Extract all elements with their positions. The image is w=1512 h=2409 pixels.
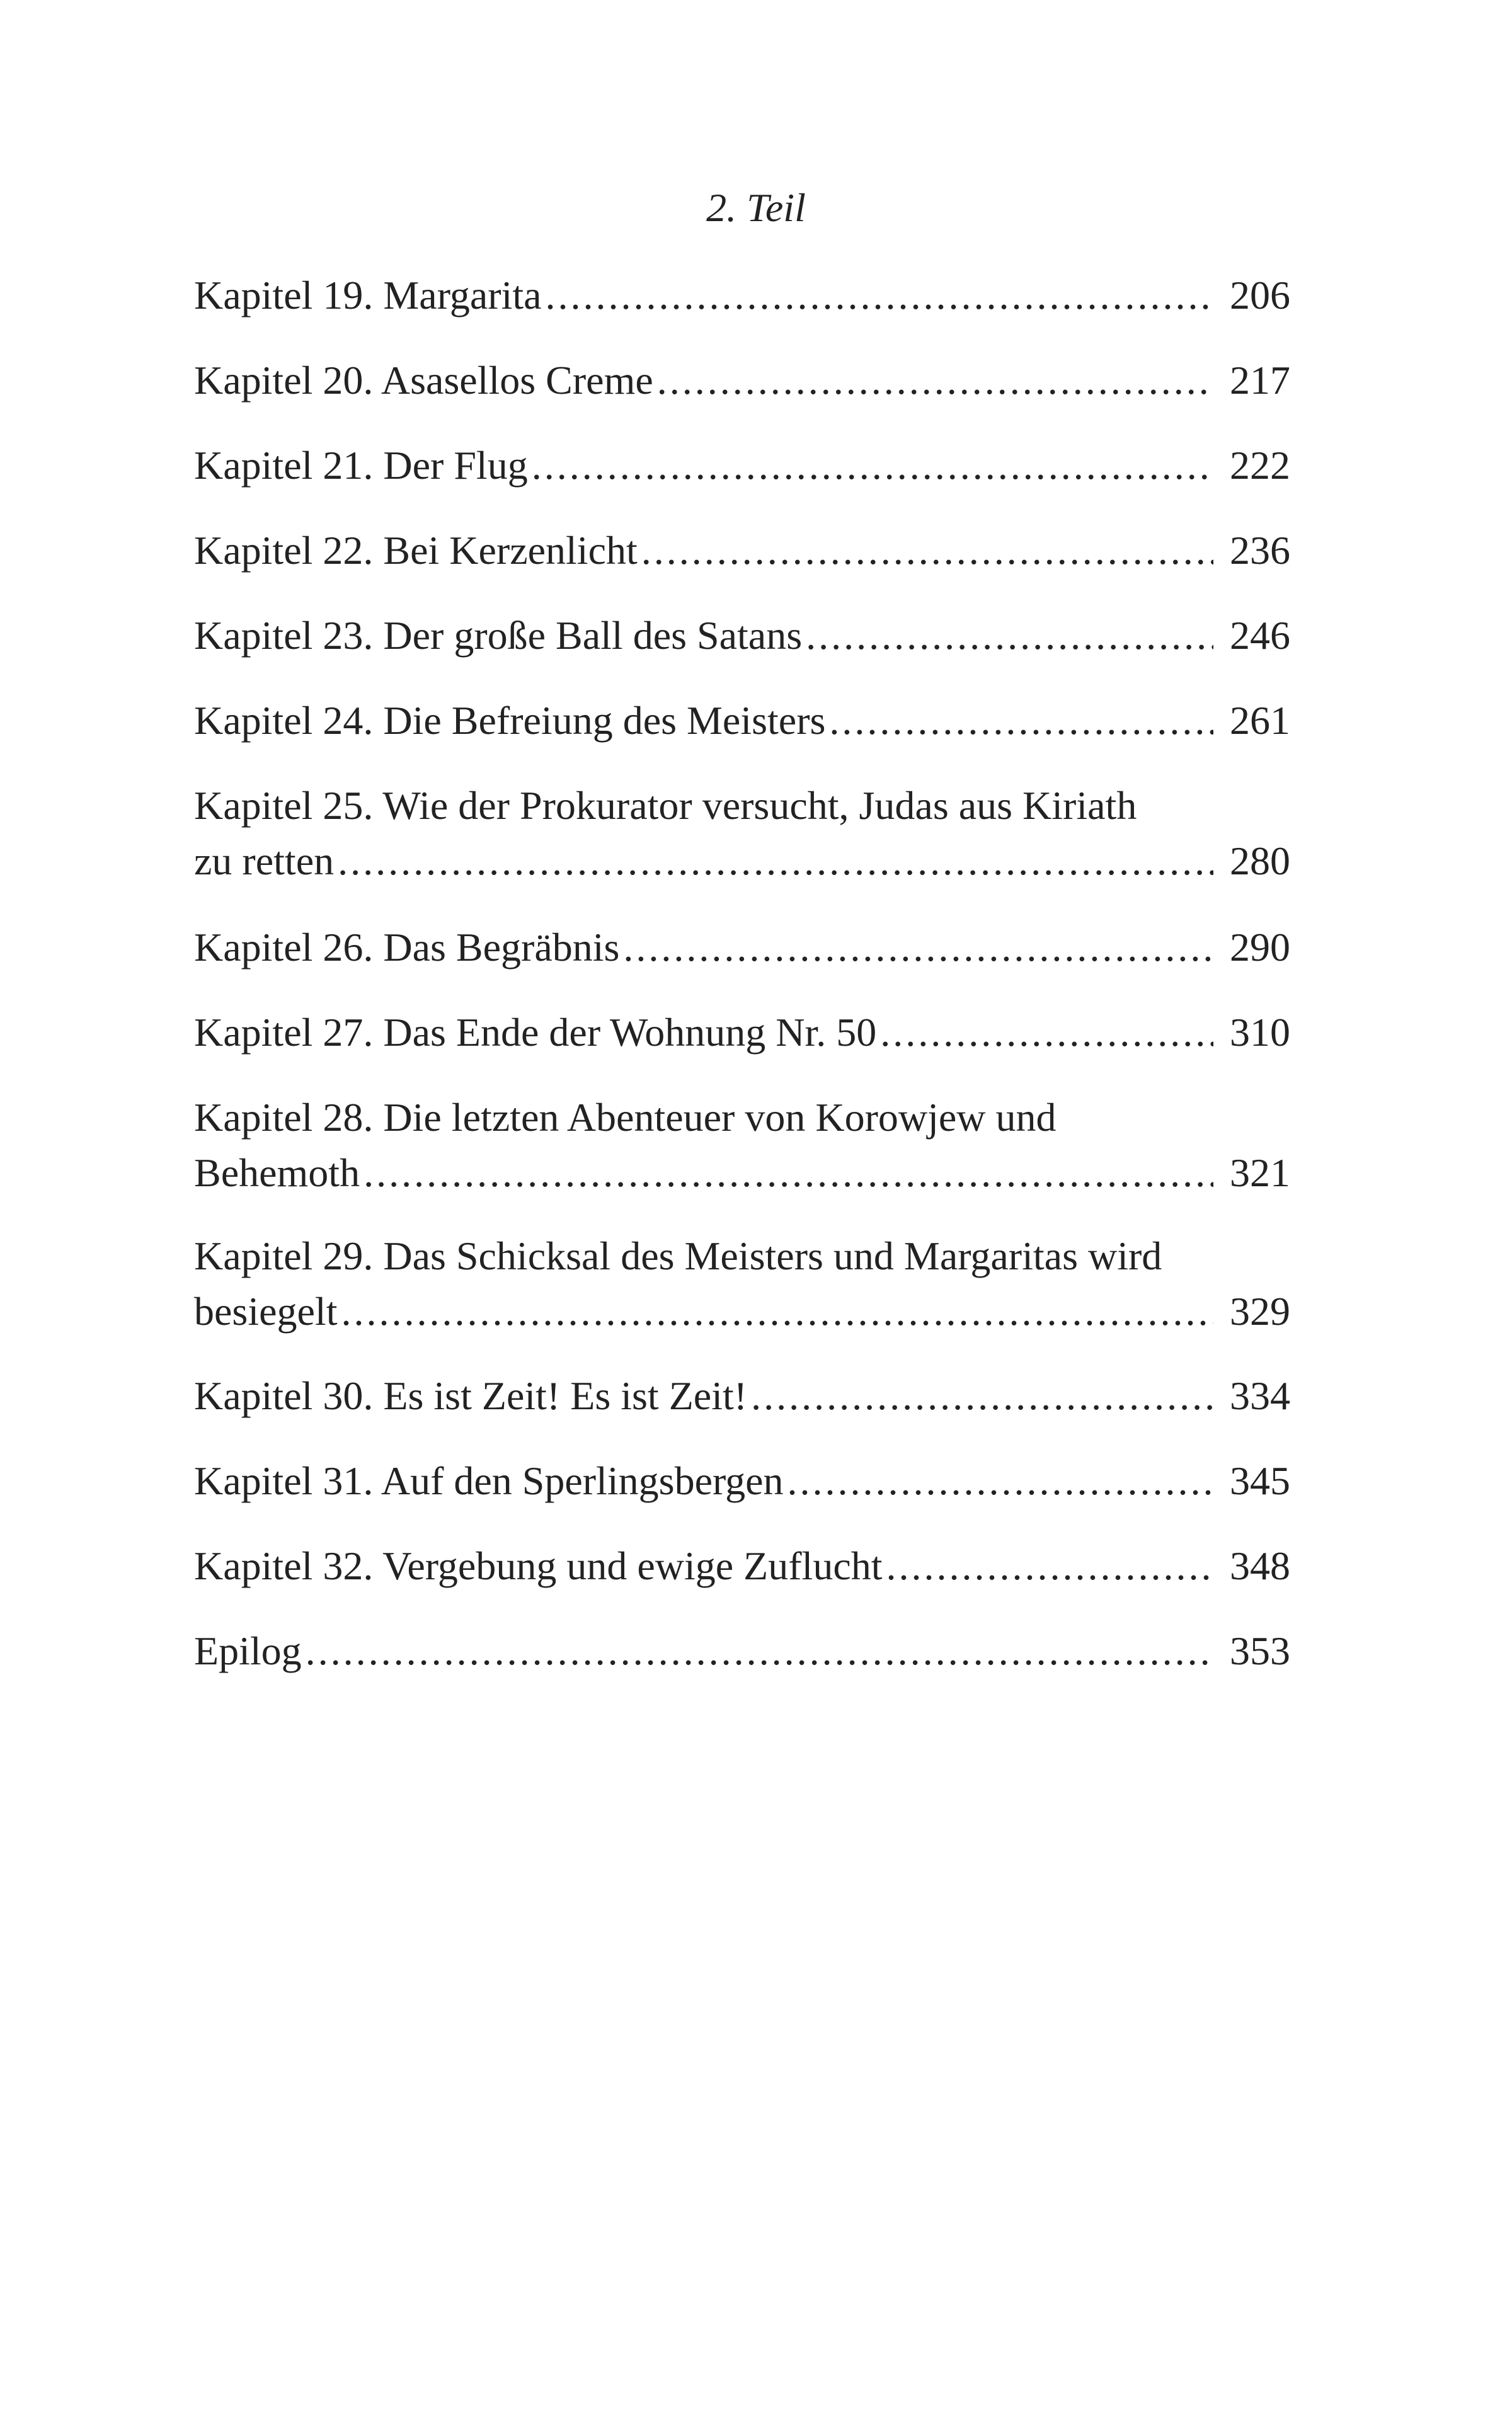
- toc-page-number: 246: [1230, 613, 1290, 658]
- toc-entry[interactable]: [194, 1453, 1290, 1509]
- toc-entry[interactable]: [194, 1090, 1290, 1201]
- toc-entry-title: Behemoth: [194, 1150, 360, 1195]
- toc-entry-title: Kapitel 22. Bei Kerzenlicht: [194, 528, 638, 573]
- toc-entry-title: Kapitel 20. Asasellos Creme: [194, 358, 653, 403]
- toc-entry-title-line: Kapitel 28. Die letzten Abenteuer von Korowjew und: [194, 1095, 1057, 1140]
- dot-leader: [306, 1623, 1213, 1679]
- dot-leader: [623, 920, 1213, 975]
- toc-entry-title-line: Kapitel 25. Wie der Prokurator versucht, Judas aus Kiriath: [194, 783, 1137, 828]
- dot-leader: [886, 1538, 1214, 1594]
- toc-entry[interactable]: [194, 1005, 1290, 1060]
- toc-page-number: 321: [1230, 1150, 1290, 1195]
- toc-entry[interactable]: [194, 693, 1290, 748]
- toc-page-number: 290: [1230, 925, 1290, 970]
- toc-entry-title: Kapitel 26. Das Begräbnis: [194, 925, 620, 970]
- toc-entry[interactable]: [194, 438, 1290, 493]
- toc-entry[interactable]: [194, 920, 1290, 975]
- dot-leader: [546, 268, 1213, 323]
- section-heading: 2. Teil: [706, 185, 806, 230]
- dot-leader: [751, 1368, 1213, 1424]
- toc-page-number: 329: [1230, 1289, 1290, 1334]
- toc-page-number: 345: [1230, 1458, 1290, 1503]
- toc-entry-title: Kapitel 24. Die Befreiung des Meisters: [194, 698, 826, 743]
- toc-entry[interactable]: [194, 353, 1290, 408]
- toc-page-number: 261: [1230, 698, 1290, 743]
- toc-entry[interactable]: [194, 608, 1290, 663]
- dot-leader: [364, 1145, 1213, 1201]
- toc-entry-title: Kapitel 23. Der große Ball des Satans: [194, 613, 803, 658]
- toc-entry[interactable]: [194, 1538, 1290, 1594]
- toc-page-number: 217: [1230, 358, 1290, 403]
- toc-page-number: 353: [1230, 1628, 1290, 1673]
- toc-entry-title: Kapitel 32. Vergebung und ewige Zuflucht: [194, 1543, 883, 1588]
- toc-entry-title: Kapitel 21. Der Flug: [194, 443, 528, 488]
- toc-page-number: 280: [1230, 838, 1290, 883]
- dot-leader: [880, 1005, 1213, 1060]
- dot-leader: [829, 693, 1213, 748]
- dot-leader: [641, 523, 1213, 578]
- toc-entry[interactable]: [194, 1623, 1290, 1679]
- dot-leader: [657, 353, 1213, 408]
- toc-entry[interactable]: [194, 1368, 1290, 1424]
- toc-entry-title-line: Kapitel 29. Das Schicksal des Meisters und Margaritas wird: [194, 1233, 1162, 1278]
- toc-page-number: 236: [1230, 528, 1290, 573]
- toc-entry[interactable]: [194, 268, 1290, 323]
- dot-leader: [806, 608, 1213, 663]
- dot-leader: [532, 438, 1213, 493]
- toc-entry-title: Kapitel 27. Das Ende der Wohnung Nr. 50: [194, 1010, 877, 1055]
- toc-entry[interactable]: [194, 523, 1290, 578]
- dot-leader: [341, 1284, 1213, 1339]
- toc-entry-title: Kapitel 31. Auf den Sperlingsbergen: [194, 1458, 784, 1503]
- dot-leader: [788, 1453, 1213, 1509]
- toc-entry[interactable]: [194, 1228, 1290, 1339]
- toc-entry-title: besiegelt: [194, 1289, 338, 1334]
- toc-entry-title: Epilog: [194, 1628, 302, 1673]
- toc-entry-title: zu retten: [194, 838, 335, 883]
- toc-entry-title: Kapitel 30. Es ist Zeit! Es ist Zeit!: [194, 1373, 748, 1418]
- dot-leader: [338, 833, 1213, 889]
- toc-entry-title: Kapitel 19. Margarita: [194, 273, 542, 318]
- toc-entry[interactable]: [194, 778, 1290, 889]
- toc-page-number: 222: [1230, 443, 1290, 488]
- toc-page-number: 334: [1230, 1373, 1290, 1418]
- toc-page-number: 206: [1230, 273, 1290, 318]
- toc-page-number: 310: [1230, 1010, 1290, 1055]
- table-of-contents: [194, 0, 1290, 2409]
- toc-page-number: 348: [1230, 1543, 1290, 1588]
